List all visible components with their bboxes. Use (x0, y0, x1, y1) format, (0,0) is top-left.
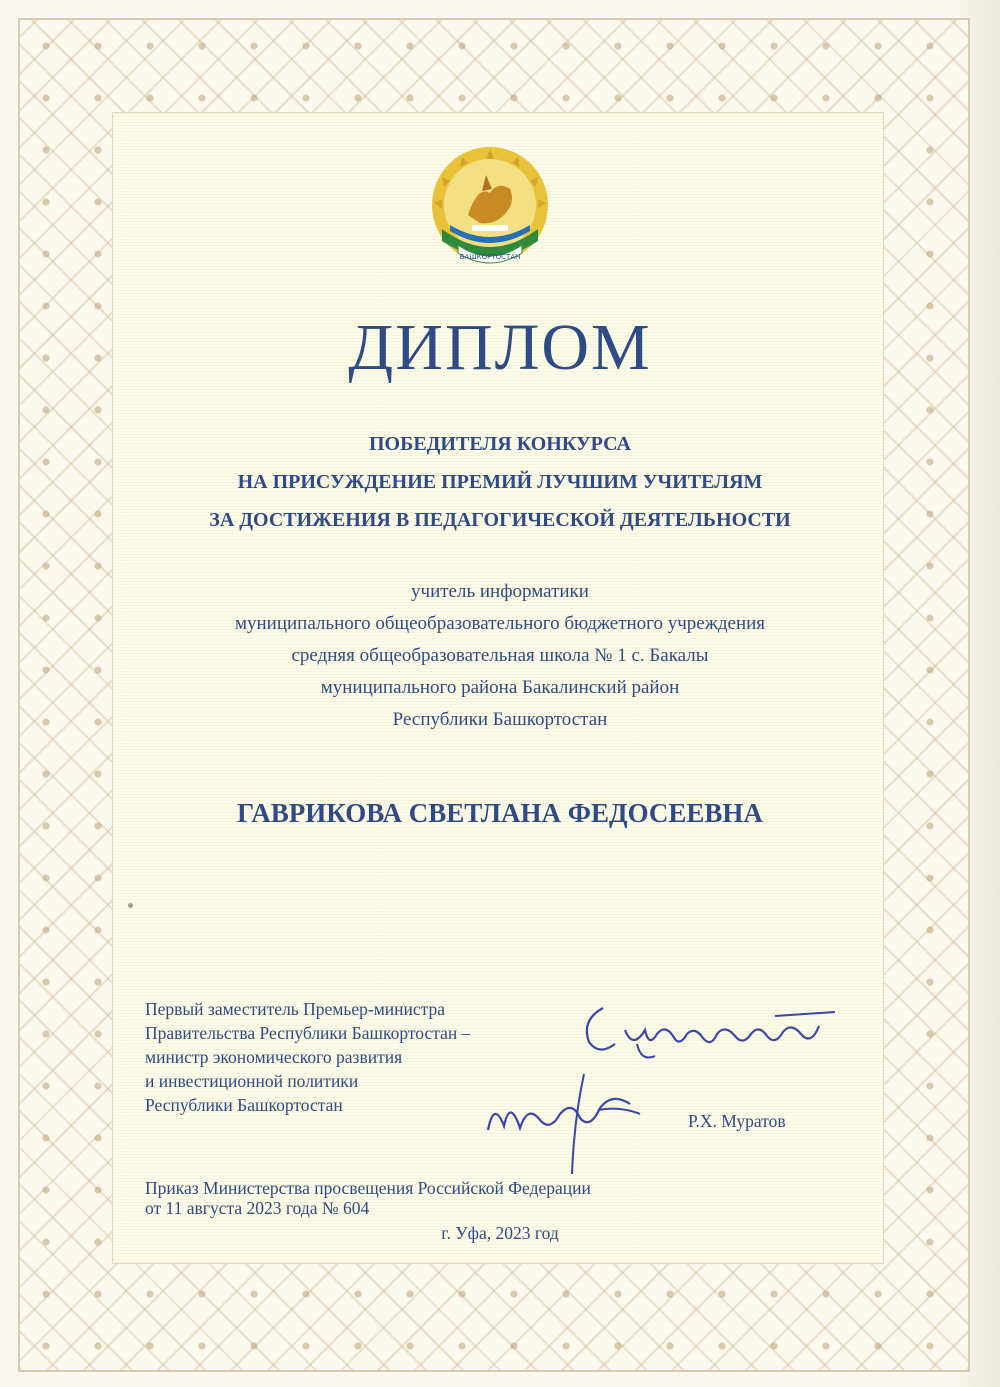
bashkortostan-emblem-icon (428, 145, 552, 270)
subtitle-line: ПОБЕДИТЕЛЯ КОНКУРСА (368, 433, 631, 455)
position-line: муниципального общеобразовательного бюджетного учреждения (234, 613, 766, 634)
official-line: Правительства Республики Башкортостан – (145, 1023, 471, 1043)
recipient-position (110, 576, 890, 736)
handwritten-note (575, 990, 845, 1070)
order-line: от 11 августа 2023 года № 604 (145, 1198, 370, 1218)
recipient-name: ГАВРИКОВА СВЕТЛАНА ФЕДОСЕЕВНА (237, 798, 763, 828)
position-line: муниципального района Бакалинский район (320, 677, 680, 698)
diploma-title: ДИПЛОМ (348, 311, 652, 384)
award-subtitle (110, 425, 890, 539)
signature (480, 1070, 650, 1180)
official-line: Республики Башкортостан (145, 1095, 343, 1115)
official-line: министр экономического развития (145, 1047, 403, 1067)
position-line: учитель информатики (411, 581, 589, 602)
subtitle-line: НА ПРИСУЖДЕНИЕ ПРЕМИЙ ЛУЧШИМ УЧИТЕЛЯМ (237, 471, 763, 493)
paper-speck (128, 903, 133, 908)
order-reference (145, 1178, 705, 1218)
position-line: средняя общеобразовательная школа № 1 с. Бакалы (291, 645, 709, 666)
subtitle-line: ЗА ДОСТИЖЕНИЯ В ПЕДАГОГИЧЕСКОЙ ДЕЯТЕЛЬНОСТИ (209, 509, 791, 531)
emblem-caption: БАШКОРТОСТАН (459, 253, 521, 261)
place-and-year: г. Уфа, 2023 год (441, 1223, 559, 1243)
order-line: Приказ Министерства просвещения Российской Федерации (145, 1178, 591, 1198)
position-line: Республики Башкортостан (392, 709, 608, 730)
signer-name: Р.Х. Муратов (688, 1111, 786, 1131)
official-line: Первый заместитель Премьер-министра (145, 999, 446, 1019)
official-line: и инвестиционной политики (145, 1071, 359, 1091)
